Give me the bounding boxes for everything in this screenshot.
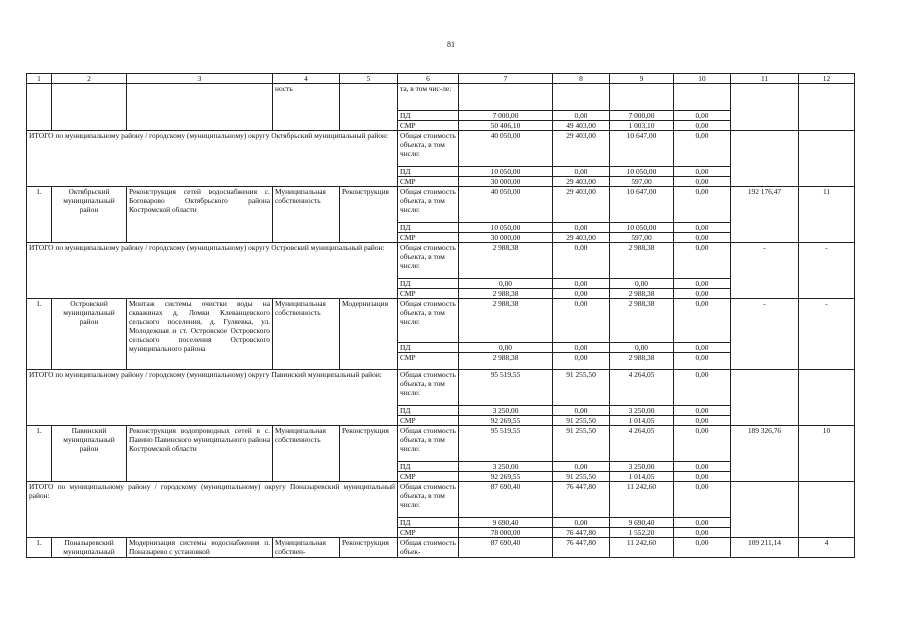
cost-label: Общая стоимость объекта, в том числе: — [398, 299, 459, 343]
value-cell: 11 — [799, 187, 855, 243]
value-cell: 40 050,00 — [459, 187, 553, 223]
value-cell: 0,00 — [674, 167, 731, 177]
value-cell: - — [731, 243, 799, 299]
value-cell: 4 264,05 — [610, 370, 674, 406]
value-cell: 0,00 — [674, 233, 731, 243]
header-cell: 8 — [553, 74, 610, 84]
value-cell: 9 690,40 — [459, 518, 553, 528]
value-cell: 2 988,38 — [459, 243, 553, 279]
total-label: ИТОГО по муниципальному району / городскому (муниципальному) округу Октябрьский муниципальный район: — [27, 131, 398, 187]
header-cell: 12 — [799, 74, 855, 84]
value-cell: 2 988,38 — [610, 353, 674, 370]
value-cell: 0,00 — [674, 518, 731, 528]
header-cell: 7 — [459, 74, 553, 84]
header-cell: 6 — [398, 74, 459, 84]
smr-label: СМР — [398, 233, 459, 243]
cost-label: Общая стоимость объекта, в том числе: — [398, 370, 459, 406]
value-cell: 91 255,50 — [553, 426, 610, 462]
total-row — [27, 482, 855, 518]
value-cell: 7 000,00 — [610, 111, 674, 121]
value-cell: 2 988,38 — [459, 289, 553, 299]
total-label: ИТОГО по муниципальному району / городскому (муниципальному) округу Поназыревский муниципальный район: — [27, 482, 398, 538]
value-cell: 10 647,00 — [610, 187, 674, 223]
value-cell: 87 690,40 — [459, 538, 553, 558]
smr-label: СМР — [398, 177, 459, 187]
header-cell: 5 — [340, 74, 398, 84]
pd-label: ПД — [398, 518, 459, 528]
district-cell: Островский муниципальный район — [52, 299, 127, 370]
value-cell: - — [731, 299, 799, 370]
value-cell: 76 447,80 — [553, 528, 610, 538]
value-cell: 0,00 — [674, 187, 731, 223]
program-table — [26, 73, 855, 558]
value-cell: 0,00 — [674, 370, 731, 406]
smr-label: СМР — [398, 472, 459, 482]
value-cell: 0,00 — [674, 353, 731, 370]
value-cell: 0,00 — [674, 343, 731, 353]
value-cell: 3 250,00 — [610, 462, 674, 472]
value-cell: 0,00 — [674, 472, 731, 482]
value-cell: 0,00 — [553, 406, 610, 416]
value-cell: 92 269,55 — [459, 472, 553, 482]
row-number: 1. — [27, 187, 52, 243]
description-cell: Монтаж системы очистки воды на скважинах д. Ломки Клеванцевского сельского поселения, д. Гуляевка, ул. Молодежная и ст. Островское Островского сельского поселения Островского муниципального района — [127, 299, 273, 370]
pd-label: ПД — [398, 406, 459, 416]
description-cell: Реконструкция водопроводных сетей в с. Павино Павинского муниципального района Костромской области — [127, 426, 273, 482]
cost-label: Общая стоимость объекта, в том числе: — [398, 187, 459, 223]
value-cell: - — [799, 299, 855, 370]
pd-label: ПД — [398, 279, 459, 289]
header-cell: 1 — [27, 74, 52, 84]
smr-label: СМР — [398, 416, 459, 426]
value-cell: 91 255,50 — [553, 472, 610, 482]
smr-label: СМР — [398, 121, 459, 131]
owner-cell: ность — [273, 84, 340, 131]
value-cell: 0,00 — [459, 279, 553, 289]
value-cell: 78 000,00 — [459, 528, 553, 538]
object-row — [27, 187, 855, 223]
cost-label: Общая стоимость объекта, в том числе: — [398, 426, 459, 462]
total-row — [27, 131, 855, 167]
header-cell: 2 — [52, 74, 127, 84]
cost-label: Общая стоимость объек- — [398, 538, 459, 558]
value-cell: 0,00 — [674, 538, 731, 558]
value-cell: 0,00 — [553, 518, 610, 528]
owner-cell: Муниципальная собственность — [273, 426, 340, 482]
value-cell: 189 326,76 — [731, 426, 799, 482]
value-cell: 2 988,38 — [459, 353, 553, 370]
value-cell: 597,00 — [610, 177, 674, 187]
cost-label: Общая стоимость объекта, в том числе: — [398, 131, 459, 167]
value-cell: 29 403,00 — [553, 131, 610, 167]
description-cell: Модернизация системы водоснабжения п. Поназырево с установкой — [127, 538, 273, 558]
value-cell: 91 255,50 — [553, 370, 610, 406]
value-cell: 4 — [799, 538, 855, 558]
header-cell: 11 — [731, 74, 799, 84]
smr-label: СМР — [398, 528, 459, 538]
value-cell: 0,00 — [674, 111, 731, 121]
object-row — [27, 538, 855, 558]
owner-cell: Муниципальная собственность — [273, 299, 340, 370]
value-cell: 95 519,55 — [459, 426, 553, 462]
value-cell: 10 — [799, 426, 855, 482]
row-number: 1. — [27, 299, 52, 370]
value-cell: 0,00 — [553, 223, 610, 233]
owner-cell: Муниципальная собствен- — [273, 538, 340, 558]
value-cell: 0,00 — [674, 299, 731, 343]
value-cell: 0,00 — [674, 243, 731, 279]
value-cell: 2 988,38 — [459, 299, 553, 343]
value-cell: 0,00 — [674, 426, 731, 462]
value-cell: 10 050,00 — [459, 167, 553, 177]
cost-label: та, в том чис-ле: — [398, 84, 459, 111]
pd-label: ПД — [398, 111, 459, 121]
value-cell: 0,00 — [553, 343, 610, 353]
value-cell: 7 000,00 — [459, 111, 553, 121]
value-cell: 597,00 — [610, 233, 674, 243]
value-cell: 0,00 — [553, 279, 610, 289]
value-cell: 0,00 — [610, 343, 674, 353]
value-cell: 1 014,05 — [610, 472, 674, 482]
value-cell: 50 406,10 — [459, 121, 553, 131]
total-row — [27, 370, 855, 406]
value-cell: 0,00 — [553, 243, 610, 279]
value-cell: 29 403,00 — [553, 177, 610, 187]
value-cell: 1 014,05 — [610, 416, 674, 426]
value-cell: 0,00 — [553, 111, 610, 121]
value-cell: 49 403,00 — [553, 121, 610, 131]
pd-label: ПД — [398, 223, 459, 233]
header-cell: 10 — [674, 74, 731, 84]
district-cell: Павинский муниципальный район — [52, 426, 127, 482]
value-cell: 30 000,00 — [459, 233, 553, 243]
district-cell: Поназыревский муниципальный — [52, 538, 127, 558]
value-cell: 0,00 — [553, 167, 610, 177]
type-cell: Реконструкция — [340, 538, 398, 558]
value-cell: 3 250,00 — [610, 406, 674, 416]
value-cell: 0,00 — [674, 223, 731, 233]
header-row — [27, 74, 855, 84]
value-cell: 2 988,38 — [610, 289, 674, 299]
value-cell: 0,00 — [674, 121, 731, 131]
value-cell: 87 690,40 — [459, 482, 553, 518]
description-cell: Реконструкция сетей водоснабжения с. Боговарово Октябрьского района Костромской области — [127, 187, 273, 243]
value-cell: 0,00 — [674, 177, 731, 187]
cost-label: Общая стоимость объекта, в том числе: — [398, 243, 459, 279]
value-cell: 40 050,00 — [459, 131, 553, 167]
value-cell: 11 242,60 — [610, 538, 674, 558]
cost-label: Общая стоимость объекта, в том числе: — [398, 482, 459, 518]
value-cell: 0,00 — [674, 406, 731, 416]
header-cell: 9 — [610, 74, 674, 84]
smr-label: СМР — [398, 353, 459, 370]
value-cell: 0,00 — [459, 343, 553, 353]
type-cell: Модернизация — [340, 299, 398, 370]
value-cell: 0,00 — [674, 279, 731, 289]
value-cell: 2 988,38 — [610, 243, 674, 279]
type-cell: Реконструкция — [340, 187, 398, 243]
value-cell: 0,00 — [553, 289, 610, 299]
object-row — [27, 426, 855, 462]
value-cell: 3 250,00 — [459, 462, 553, 472]
district-cell: Октябрьский муниципальный район — [52, 187, 127, 243]
value-cell: 92 269,55 — [459, 416, 553, 426]
pd-label: ПД — [398, 343, 459, 353]
value-cell: 4 264,05 — [610, 426, 674, 462]
value-cell: 0,00 — [674, 528, 731, 538]
total-row — [27, 243, 855, 279]
type-cell: Реконструкция — [340, 426, 398, 482]
value-cell: 0,00 — [674, 131, 731, 167]
value-cell: 0,00 — [553, 353, 610, 370]
value-cell: 30 000,00 — [459, 177, 553, 187]
value-cell: 10 647,00 — [610, 131, 674, 167]
value-cell: 29 403,00 — [553, 187, 610, 223]
value-cell: 109 211,14 — [731, 538, 799, 558]
value-cell: 0,00 — [674, 289, 731, 299]
smr-label: СМР — [398, 289, 459, 299]
value-cell: 0,00 — [674, 416, 731, 426]
value-cell: - — [799, 243, 855, 299]
pd-label: ПД — [398, 167, 459, 177]
value-cell: 2 988,38 — [610, 299, 674, 343]
object-row — [27, 299, 855, 343]
value-cell: 10 050,00 — [610, 223, 674, 233]
value-cell: 192 176,47 — [731, 187, 799, 243]
value-cell: 10 050,00 — [459, 223, 553, 233]
value-cell: 95 519,55 — [459, 370, 553, 406]
total-label: ИТОГО по муниципальному району / городскому (муниципальному) округу Павинский муниципальный район: — [27, 370, 398, 426]
value-cell: 29 403,00 — [553, 233, 610, 243]
value-cell: 76 447,80 — [553, 482, 610, 518]
value-cell: 1 552,20 — [610, 528, 674, 538]
header-cell: 4 — [273, 74, 340, 84]
row-number: 1. — [27, 426, 52, 482]
pd-label: ПД — [398, 462, 459, 472]
value-cell: 9 690,40 — [610, 518, 674, 528]
row-number: 1. — [27, 538, 52, 558]
value-cell: 3 250,00 — [459, 406, 553, 416]
header-cell: 3 — [127, 74, 273, 84]
total-label: ИТОГО по муниципальному району / городскому (муниципальному) округу Островский муниципальный район: — [27, 243, 398, 299]
value-cell: 91 255,50 — [553, 416, 610, 426]
value-cell: 0,00 — [553, 462, 610, 472]
owner-cell: Муниципальная собственность — [273, 187, 340, 243]
table-row — [27, 84, 855, 111]
value-cell: 10 050,00 — [610, 167, 674, 177]
page-number: 81 — [447, 40, 455, 49]
value-cell: 0,00 — [610, 279, 674, 289]
value-cell: 11 242,60 — [610, 482, 674, 518]
value-cell: 0,00 — [674, 462, 731, 472]
value-cell: 76 447,80 — [553, 538, 610, 558]
value-cell: 0,00 — [674, 482, 731, 518]
value-cell: 1 003,10 — [610, 121, 674, 131]
value-cell: 0,00 — [553, 299, 610, 343]
